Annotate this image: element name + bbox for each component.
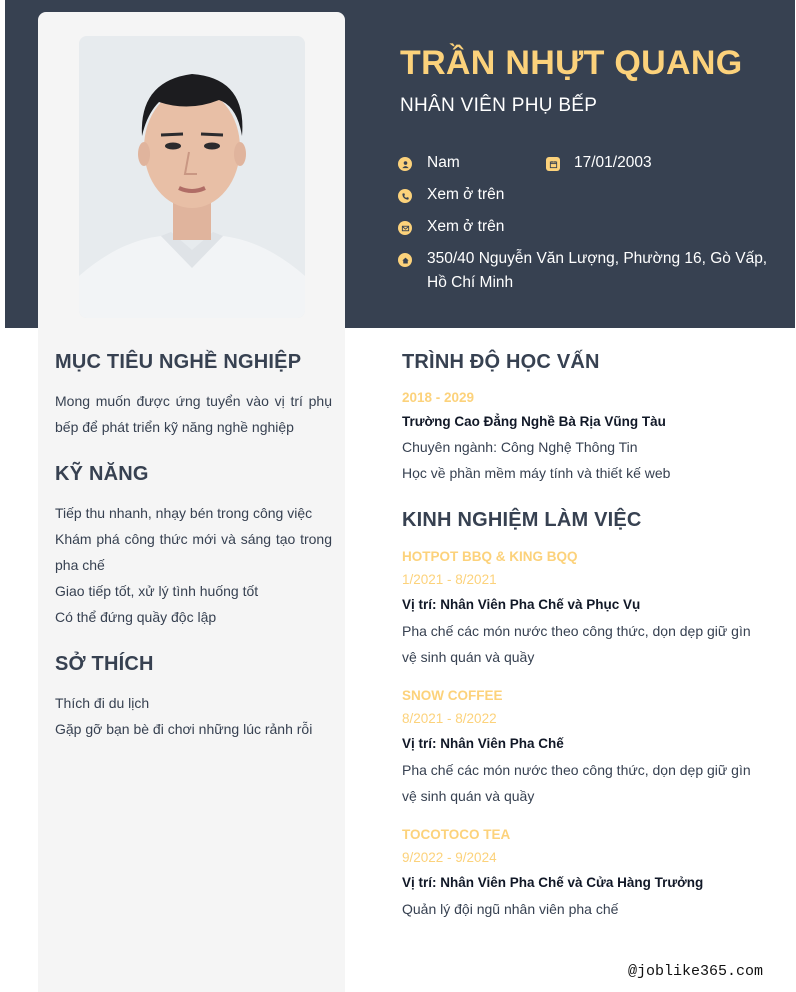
hobby-item: Thích đi du lịch bbox=[55, 695, 150, 711]
objective-title: MỤC TIÊU NGHỀ NGHIỆP bbox=[55, 351, 302, 373]
birthdate-value: 17/01/2003 bbox=[574, 154, 652, 171]
email-icon bbox=[398, 221, 412, 235]
skill-item: Có thể đứng quầy độc lập bbox=[55, 609, 217, 625]
experience-period: 1/2021 - 8/2021 bbox=[402, 572, 497, 587]
user-icon bbox=[398, 157, 412, 171]
job-title: NHÂN VIÊN PHỤ BẾP bbox=[400, 95, 598, 116]
skill-item: Tiếp thu nhanh, nhạy bén trong công việc bbox=[55, 505, 313, 521]
phone-icon bbox=[398, 189, 412, 203]
phone-value: Xem ở trên bbox=[427, 186, 505, 203]
skill-item: Khám phá công thức mới và sáng tạo trong pha chế bbox=[55, 531, 332, 573]
experience-company: HOTPOT BBQ & KING BQQ bbox=[402, 549, 578, 564]
objective-text: Mong muốn được ứng tuyển vào vị trí phụ bếp để phát triển kỹ năng nghề nghiệp bbox=[55, 393, 332, 435]
experience-position: Vị trí: Nhân Viên Pha Chế bbox=[402, 736, 564, 751]
experience-company: SNOW COFFEE bbox=[402, 688, 503, 703]
education-school: Trường Cao Đẳng Nghề Bà Rịa Vũng Tàu bbox=[402, 414, 666, 429]
experience-title: KINH NGHIỆM LÀM VIỆC bbox=[402, 509, 642, 531]
home-icon bbox=[398, 253, 412, 267]
gender-value: Nam bbox=[427, 154, 460, 171]
experience-description: Pha chế các món nước theo công thức, dọn dẹp giữ gìn vệ sinh quán và quầy bbox=[402, 623, 751, 665]
address-value: 350/40 Nguyễn Văn Lượng, Phường 16, Gò Vấp, Hồ Chí Minh bbox=[427, 250, 768, 291]
hobbies-title: SỞ THÍCH bbox=[55, 653, 154, 675]
education-description: Học về phần mềm máy tính và thiết kế web bbox=[402, 465, 671, 481]
candidate-name: TRẦN NHỰT QUANG bbox=[400, 44, 743, 82]
experience-period: 8/2021 - 8/2022 bbox=[402, 711, 497, 726]
education-title: TRÌNH ĐỘ HỌC VẤN bbox=[402, 351, 600, 373]
education-period: 2018 - 2029 bbox=[402, 390, 475, 405]
email-value: Xem ở trên bbox=[427, 218, 505, 235]
hobby-item: Gặp gỡ bạn bè đi chơi những lúc rảnh rỗi bbox=[55, 721, 313, 737]
skill-item: Giao tiếp tốt, xử lý tình huống tốt bbox=[55, 583, 259, 599]
skills-title: KỸ NĂNG bbox=[55, 463, 149, 485]
experience-description: Quản lý đội ngũ nhân viên pha chế bbox=[402, 901, 619, 917]
calendar-icon bbox=[546, 157, 560, 171]
experience-company: TOCOTOCO TEA bbox=[402, 827, 511, 842]
watermark: @joblike365.com bbox=[628, 963, 764, 980]
education-major: Chuyên ngành: Công Nghệ Thông Tin bbox=[402, 439, 638, 455]
experience-position: Vị trí: Nhân Viên Pha Chế và Cửa Hàng Trưởng bbox=[402, 875, 704, 890]
profile-photo bbox=[79, 36, 305, 318]
experience-description: Pha chế các món nước theo công thức, dọn dẹp giữ gìn vệ sinh quán và quầy bbox=[402, 762, 751, 804]
experience-period: 9/2022 - 9/2024 bbox=[402, 850, 497, 865]
experience-position: Vị trí: Nhân Viên Pha Chế và Phục Vụ bbox=[402, 597, 641, 612]
